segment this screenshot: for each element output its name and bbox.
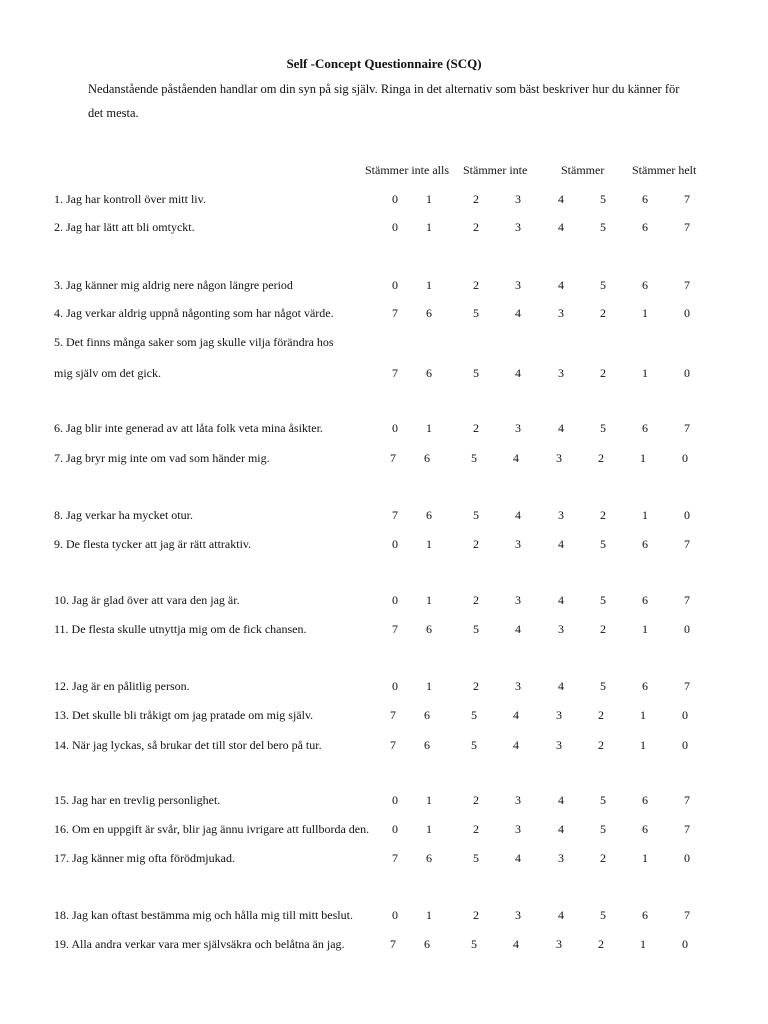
scale-header-not-at-all: Stämmer inte alls [365,163,449,177]
rating-option[interactable]: 4 [515,851,521,865]
rating-option[interactable]: 5 [600,278,606,292]
rating-option[interactable]: 6 [642,793,648,807]
rating-option[interactable]: 6 [642,220,648,234]
rating-option[interactable]: 5 [600,220,606,234]
rating-option[interactable]: 3 [515,679,521,693]
question-row [0,593,768,613]
rating-option[interactable]: 6 [424,937,430,951]
rating-option[interactable]: 3 [558,306,564,320]
question-text: 16. Om en uppgift är svår, blir jag ännu ivrigare att fullborda den. [54,822,370,836]
question-text: 1. Jag har kontroll över mitt liv. [54,192,206,206]
rating-option[interactable]: 6 [642,537,648,551]
question-row [0,192,768,212]
rating-option[interactable]: 5 [600,192,606,206]
rating-option[interactable]: 6 [642,593,648,607]
rating-option[interactable]: 3 [558,508,564,522]
rating-option[interactable]: 1 [642,366,648,380]
question-row [0,738,768,758]
rating-option[interactable]: 3 [515,908,521,922]
rating-option[interactable]: 0 [392,421,398,435]
rating-option[interactable]: 0 [684,306,690,320]
rating-option[interactable]: 0 [392,793,398,807]
rating-option[interactable]: 6 [424,451,430,465]
rating-option[interactable]: 1 [640,937,646,951]
rating-option[interactable]: 6 [424,708,430,722]
rating-option[interactable]: 2 [473,793,479,807]
question-row [0,822,768,842]
rating-option[interactable]: 6 [426,306,432,320]
rating-option[interactable]: 3 [556,937,562,951]
rating-option[interactable]: 4 [515,306,521,320]
rating-option[interactable]: 3 [558,366,564,380]
instructions-text: Nedanstående påståenden handlar om din syn på sig själv. Ringa in det alternativ som bäst beskriver hur du känner för det mesta. [88,82,680,120]
rating-option[interactable]: 5 [473,306,479,320]
rating-option[interactable]: 2 [473,822,479,836]
question-text: 3. Jag känner mig aldrig nere någon längre period [54,278,293,292]
rating-option[interactable]: 2 [600,622,606,636]
rating-option[interactable]: 5 [600,421,606,435]
rating-option[interactable]: 5 [473,366,479,380]
rating-option[interactable]: 0 [392,537,398,551]
question-text: 10. Jag är glad över att vara den jag är. [54,593,240,607]
rating-option[interactable]: 7 [684,220,690,234]
rating-option[interactable]: 1 [426,192,432,206]
rating-option[interactable]: 5 [471,708,477,722]
rating-option[interactable]: 1 [426,220,432,234]
rating-option[interactable]: 1 [426,537,432,551]
document-title: Self -Concept Questionnaire (SCQ) [286,56,482,71]
question-row [0,537,768,557]
rating-option[interactable]: 5 [471,738,477,752]
question-row [0,793,768,813]
rating-option[interactable]: 2 [600,851,606,865]
rating-option[interactable]: 5 [600,793,606,807]
question-text-line-1: 5. Det finns många saker som jag skulle vilja förändra hos [54,335,334,349]
question-text: mig själv om det gick. [54,366,161,380]
rating-option[interactable]: 0 [392,220,398,234]
rating-option[interactable]: 7 [390,937,396,951]
rating-option[interactable]: 6 [642,908,648,922]
question-row [0,622,768,642]
rating-option[interactable]: 7 [684,278,690,292]
rating-option[interactable]: 5 [473,508,479,522]
rating-option[interactable]: 0 [392,908,398,922]
rating-option[interactable]: 4 [513,738,519,752]
question-text: 6. Jag blir inte generad av att låta folk veta mina åsikter. [54,421,323,435]
rating-option[interactable]: 7 [684,421,690,435]
rating-option[interactable]: 4 [558,908,564,922]
question-row [0,508,768,528]
rating-option[interactable]: 2 [473,192,479,206]
rating-option[interactable]: 5 [473,851,479,865]
rating-option[interactable]: 0 [392,278,398,292]
question-row [0,937,768,957]
question-row [0,451,768,471]
question-text: 4. Jag verkar aldrig uppnå någonting som har något värde. [54,306,334,320]
rating-option[interactable]: 6 [642,278,648,292]
rating-option[interactable]: 2 [600,508,606,522]
rating-option[interactable]: 4 [558,593,564,607]
rating-option[interactable]: 1 [426,679,432,693]
question-row [0,278,768,298]
rating-option[interactable]: 6 [642,679,648,693]
rating-option[interactable]: 1 [640,708,646,722]
rating-option[interactable]: 0 [392,192,398,206]
rating-option[interactable]: 4 [558,192,564,206]
rating-option[interactable]: 3 [515,278,521,292]
question-text: 11. De flesta skulle utnyttja mig om de fick chansen. [54,622,307,636]
rating-option[interactable]: 0 [682,738,688,752]
rating-option[interactable]: 3 [515,192,521,206]
rating-option[interactable]: 1 [426,908,432,922]
question-text: 14. När jag lyckas, så brukar det till stor del bero på tur. [54,738,322,752]
rating-option[interactable]: 7 [684,192,690,206]
rating-option[interactable]: 4 [515,508,521,522]
question-text: 2. Jag har lätt att bli omtyckt. [54,220,195,234]
question-text: 8. Jag verkar ha mycket otur. [54,508,193,522]
rating-option[interactable]: 2 [473,537,479,551]
rating-option[interactable]: 3 [556,738,562,752]
rating-option[interactable]: 1 [642,851,648,865]
rating-option[interactable]: 3 [515,822,521,836]
rating-option[interactable]: 2 [473,220,479,234]
rating-option[interactable]: 3 [515,220,521,234]
rating-option[interactable]: 7 [684,793,690,807]
rating-option[interactable]: 7 [390,451,396,465]
rating-option[interactable]: 1 [426,793,432,807]
rating-option[interactable]: 4 [558,822,564,836]
question-row [0,908,768,928]
rating-option[interactable]: 6 [642,421,648,435]
rating-option[interactable]: 0 [682,937,688,951]
rating-option[interactable]: 1 [642,508,648,522]
rating-option[interactable]: 6 [424,738,430,752]
question-row [0,679,768,699]
question-row [0,306,768,326]
rating-option[interactable]: 7 [684,908,690,922]
rating-option[interactable]: 4 [558,537,564,551]
rating-option[interactable]: 0 [682,708,688,722]
rating-option[interactable]: 6 [642,822,648,836]
rating-option[interactable]: 3 [556,708,562,722]
rating-option[interactable]: 3 [556,451,562,465]
question-text: 9. De flesta tycker att jag är rätt attraktiv. [54,537,252,551]
rating-option[interactable]: 4 [515,366,521,380]
question-text: 15. Jag har en trevlig personlighet. [54,793,221,807]
rating-option[interactable]: 1 [640,738,646,752]
question-text: 19. Alla andra verkar vara mer självsäkra och belåtna än jag. [54,937,345,951]
rating-option[interactable]: 1 [640,451,646,465]
rating-option[interactable]: 5 [471,451,477,465]
rating-option[interactable]: 2 [473,593,479,607]
rating-option[interactable]: 5 [600,593,606,607]
question-row [0,421,768,441]
rating-option[interactable]: 1 [642,306,648,320]
rating-option[interactable]: 2 [600,366,606,380]
rating-option[interactable]: 4 [558,793,564,807]
rating-option[interactable]: 1 [426,593,432,607]
question-text: 17. Jag känner mig ofta förödmjukad. [54,851,235,865]
rating-option[interactable]: 6 [426,622,432,636]
rating-option[interactable]: 7 [684,537,690,551]
rating-option[interactable]: 3 [515,537,521,551]
rating-option[interactable]: 1 [642,622,648,636]
rating-option[interactable]: 1 [426,822,432,836]
rating-option[interactable]: 0 [392,679,398,693]
rating-option[interactable]: 3 [558,851,564,865]
rating-option[interactable]: 4 [513,451,519,465]
rating-option[interactable]: 6 [426,366,432,380]
rating-option[interactable]: 4 [558,679,564,693]
rating-option[interactable]: 0 [684,508,690,522]
rating-option[interactable]: 5 [600,908,606,922]
rating-option[interactable]: 0 [684,851,690,865]
scale-header-agree: Stämmer [561,163,605,177]
question-text: 18. Jag kan oftast bestämma mig och hålla mig till mitt beslut. [54,908,353,922]
question-row [0,220,768,240]
rating-option[interactable]: 2 [600,306,606,320]
rating-option[interactable]: 2 [598,937,604,951]
rating-option[interactable]: 1 [426,278,432,292]
rating-option[interactable]: 4 [515,622,521,636]
rating-option[interactable]: 2 [473,679,479,693]
rating-option[interactable]: 5 [473,622,479,636]
rating-option[interactable]: 6 [426,508,432,522]
rating-option[interactable]: 3 [515,421,521,435]
rating-option[interactable]: 4 [513,708,519,722]
rating-option[interactable]: 7 [392,366,398,380]
question-text: 12. Jag är en pålitlig person. [54,679,190,693]
rating-option[interactable]: 7 [390,708,396,722]
question-row [0,366,768,386]
rating-option[interactable]: 3 [515,593,521,607]
scale-header-disagree: Stämmer inte [463,163,528,177]
rating-option[interactable]: 7 [392,622,398,636]
rating-option[interactable]: 2 [473,908,479,922]
question-text: 7. Jag bryr mig inte om vad som händer mig. [54,451,270,465]
rating-option[interactable]: 4 [558,421,564,435]
rating-option[interactable]: 7 [392,508,398,522]
rating-option[interactable]: 6 [642,192,648,206]
rating-option[interactable]: 2 [598,708,604,722]
rating-option[interactable]: 3 [558,622,564,636]
rating-option[interactable]: 5 [471,937,477,951]
rating-option[interactable]: 2 [473,278,479,292]
rating-option[interactable]: 0 [684,622,690,636]
rating-option[interactable]: 2 [473,421,479,435]
question-text: 13. Det skulle bli tråkigt om jag pratade om mig själv. [54,708,314,722]
rating-option[interactable]: 0 [392,822,398,836]
rating-option[interactable]: 7 [390,738,396,752]
rating-option[interactable]: 7 [392,851,398,865]
rating-option[interactable]: 5 [600,822,606,836]
rating-option[interactable]: 0 [684,366,690,380]
rating-option[interactable]: 7 [684,679,690,693]
rating-option[interactable]: 7 [684,822,690,836]
rating-option[interactable]: 4 [558,220,564,234]
rating-option[interactable]: 5 [600,679,606,693]
rating-option[interactable]: 2 [598,451,604,465]
rating-option[interactable]: 7 [684,593,690,607]
question-row [0,708,768,728]
rating-option[interactable]: 6 [426,851,432,865]
rating-option[interactable]: 1 [426,421,432,435]
rating-option[interactable]: 5 [600,537,606,551]
rating-option[interactable]: 4 [513,937,519,951]
rating-option[interactable]: 2 [598,738,604,752]
question-row [0,851,768,871]
scale-header-fully-agree: Stämmer helt [632,163,697,177]
rating-option[interactable]: 0 [392,593,398,607]
rating-option[interactable]: 4 [558,278,564,292]
rating-option[interactable]: 0 [682,451,688,465]
rating-option[interactable]: 7 [392,306,398,320]
rating-option[interactable]: 3 [515,793,521,807]
